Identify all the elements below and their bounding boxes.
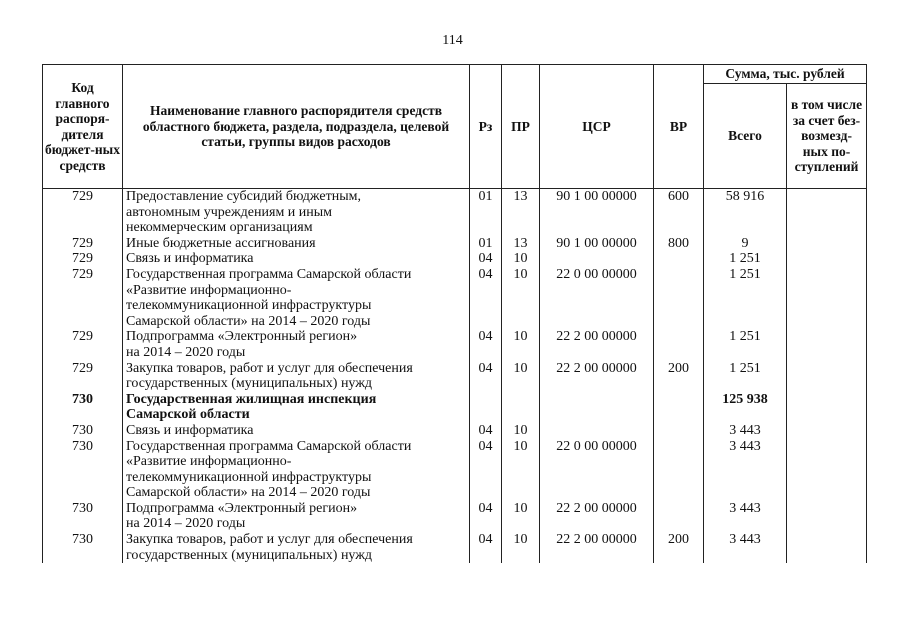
row-name-text: Иные бюджетные ассигнования: [126, 235, 316, 251]
cell-csr: 22 2 00 00000: [540, 329, 654, 360]
cell-csr: 90 1 00 00000: [540, 236, 654, 252]
cell-rz: 04: [470, 501, 502, 532]
cell-pr: 10: [502, 532, 540, 563]
cell-csr: 22 2 00 00000: [540, 501, 654, 532]
cell-rz: 04: [470, 439, 502, 501]
row-name-text: Связь и информатика: [126, 422, 254, 438]
row-name-text: Государственная программа Самарской области «Развитие информационно- телекоммуникационной инфраструктуры Самарской области» на 2014 – 2020 годы: [126, 266, 412, 329]
cell-total: 1 251: [704, 361, 787, 392]
header-vr: ВР: [654, 65, 704, 189]
cell-csr: 22 2 00 00000: [540, 361, 654, 392]
table-row: [43, 501, 867, 532]
cell-free: [787, 189, 867, 236]
cell-csr: 22 0 00 00000: [540, 267, 654, 329]
cell-pr: 10: [502, 267, 540, 329]
cell-total: 1 251: [704, 267, 787, 329]
cell-code: 730: [43, 501, 123, 532]
cell-total: 3 443: [704, 501, 787, 532]
table-row: [43, 392, 867, 423]
cell-name: [123, 361, 470, 392]
header-sum: Сумма, тыс. рублей: [704, 65, 867, 84]
cell-name: [123, 236, 470, 252]
cell-vr: [654, 501, 704, 532]
cell-csr: [540, 392, 654, 423]
cell-vr: [654, 251, 704, 267]
header-total: Всего: [704, 84, 787, 189]
cell-total: 1 251: [704, 329, 787, 360]
cell-vr: [654, 267, 704, 329]
cell-vr: [654, 392, 704, 423]
cell-rz: 04: [470, 361, 502, 392]
cell-name: [123, 329, 470, 360]
cell-vr: 200: [654, 532, 704, 563]
row-name-text: Государственная программа Самарской области «Развитие информационно- телекоммуникационной инфраструктуры Самарской области» на 2014 – 2020 годы: [126, 438, 412, 501]
cell-pr: 10: [502, 423, 540, 439]
cell-code: 730: [43, 532, 123, 563]
table-row: [43, 236, 867, 252]
cell-csr: 22 2 00 00000: [540, 532, 654, 563]
cell-rz: 01: [470, 236, 502, 252]
cell-code: 730: [43, 392, 123, 423]
cell-pr: 10: [502, 361, 540, 392]
cell-csr: 90 1 00 00000: [540, 189, 654, 236]
cell-csr: [540, 423, 654, 439]
table-row: [43, 267, 867, 329]
table-row: [43, 189, 867, 236]
cell-pr: [502, 392, 540, 423]
cell-name: [123, 423, 470, 439]
cell-rz: 04: [470, 329, 502, 360]
cell-name: [123, 392, 470, 423]
table-row: [43, 423, 867, 439]
budget-table: [42, 64, 867, 563]
cell-code: 729: [43, 189, 123, 236]
cell-name: [123, 189, 470, 236]
cell-vr: 800: [654, 236, 704, 252]
row-name-text: Подпрограмма «Электронный регион» на 2014 – 2020 годы: [126, 329, 358, 360]
table-row: [43, 329, 867, 360]
cell-rz: 04: [470, 251, 502, 267]
page-number: 114: [442, 33, 463, 48]
header-free: в том числе за счет без-возмезд-ных по-ступлений: [787, 84, 867, 189]
cell-rz: [470, 392, 502, 423]
row-name-text: Государственная жилищная инспекция Самарской области: [126, 391, 377, 423]
row-name-text: Подпрограмма «Электронный регион» на 2014 – 2020 годы: [126, 500, 358, 532]
cell-code: 729: [43, 251, 123, 267]
cell-vr: 200: [654, 361, 704, 392]
cell-csr: 22 0 00 00000: [540, 439, 654, 501]
cell-pr: 13: [502, 236, 540, 252]
cell-name: [123, 251, 470, 267]
cell-free: [787, 423, 867, 439]
cell-total: 9: [704, 236, 787, 252]
cell-rz: 04: [470, 267, 502, 329]
cell-free: [787, 532, 867, 563]
cell-code: 729: [43, 329, 123, 360]
cell-vr: [654, 423, 704, 439]
row-name-text: Закупка товаров, работ и услуг для обеспечения государственных (муниципальных) нужд: [126, 360, 413, 392]
cell-free: [787, 439, 867, 501]
row-name-text: Связь и информатика: [126, 251, 254, 267]
cell-code: 729: [43, 267, 123, 329]
table-row: [43, 251, 867, 267]
header-code: Код главного распоря-дителя бюджет-ных средств: [43, 65, 123, 189]
cell-total: 1 251: [704, 251, 787, 267]
cell-name: [123, 501, 470, 532]
cell-total: 58 916: [704, 189, 787, 236]
table-body: [43, 189, 867, 564]
cell-pr: 13: [502, 189, 540, 236]
cell-free: [787, 361, 867, 392]
cell-free: [787, 329, 867, 360]
header-rz: Рз: [470, 65, 502, 189]
cell-vr: 600: [654, 189, 704, 236]
cell-name: [123, 532, 470, 563]
cell-pr: 10: [502, 251, 540, 267]
table-header: [43, 65, 867, 189]
cell-free: [787, 267, 867, 329]
cell-free: [787, 251, 867, 267]
cell-pr: 10: [502, 439, 540, 501]
cell-code: 730: [43, 423, 123, 439]
cell-total: 125 938: [704, 392, 787, 423]
cell-free: [787, 236, 867, 252]
cell-total: 3 443: [704, 439, 787, 501]
table-row: [43, 439, 867, 501]
cell-pr: 10: [502, 501, 540, 532]
cell-rz: 01: [470, 189, 502, 236]
cell-code: 729: [43, 236, 123, 252]
cell-rz: 04: [470, 532, 502, 563]
cell-total: 3 443: [704, 532, 787, 563]
cell-name: [123, 439, 470, 501]
header-pr: ПР: [502, 65, 540, 189]
cell-code: 730: [43, 439, 123, 501]
cell-code: 729: [43, 361, 123, 392]
header-csr: ЦСР: [540, 65, 654, 189]
row-name-text: Закупка товаров, работ и услуг для обеспечения государственных (муниципальных) нужд: [126, 532, 413, 563]
cell-vr: [654, 439, 704, 501]
cell-pr: 10: [502, 329, 540, 360]
row-name-text: Предоставление субсидий бюджетным, автономным учреждениям и иным некоммерческим организациям: [126, 189, 362, 236]
cell-csr: [540, 251, 654, 267]
cell-name: [123, 267, 470, 329]
cell-total: 3 443: [704, 423, 787, 439]
cell-rz: 04: [470, 423, 502, 439]
cell-free: [787, 392, 867, 423]
cell-free: [787, 501, 867, 532]
table-row: [43, 361, 867, 392]
cell-vr: [654, 329, 704, 360]
header-name: Наименование главного распорядителя средств областного бюджета, раздела, подраздела, целевой статьи, группы видов расходов: [123, 65, 470, 189]
table-row: [43, 532, 867, 563]
